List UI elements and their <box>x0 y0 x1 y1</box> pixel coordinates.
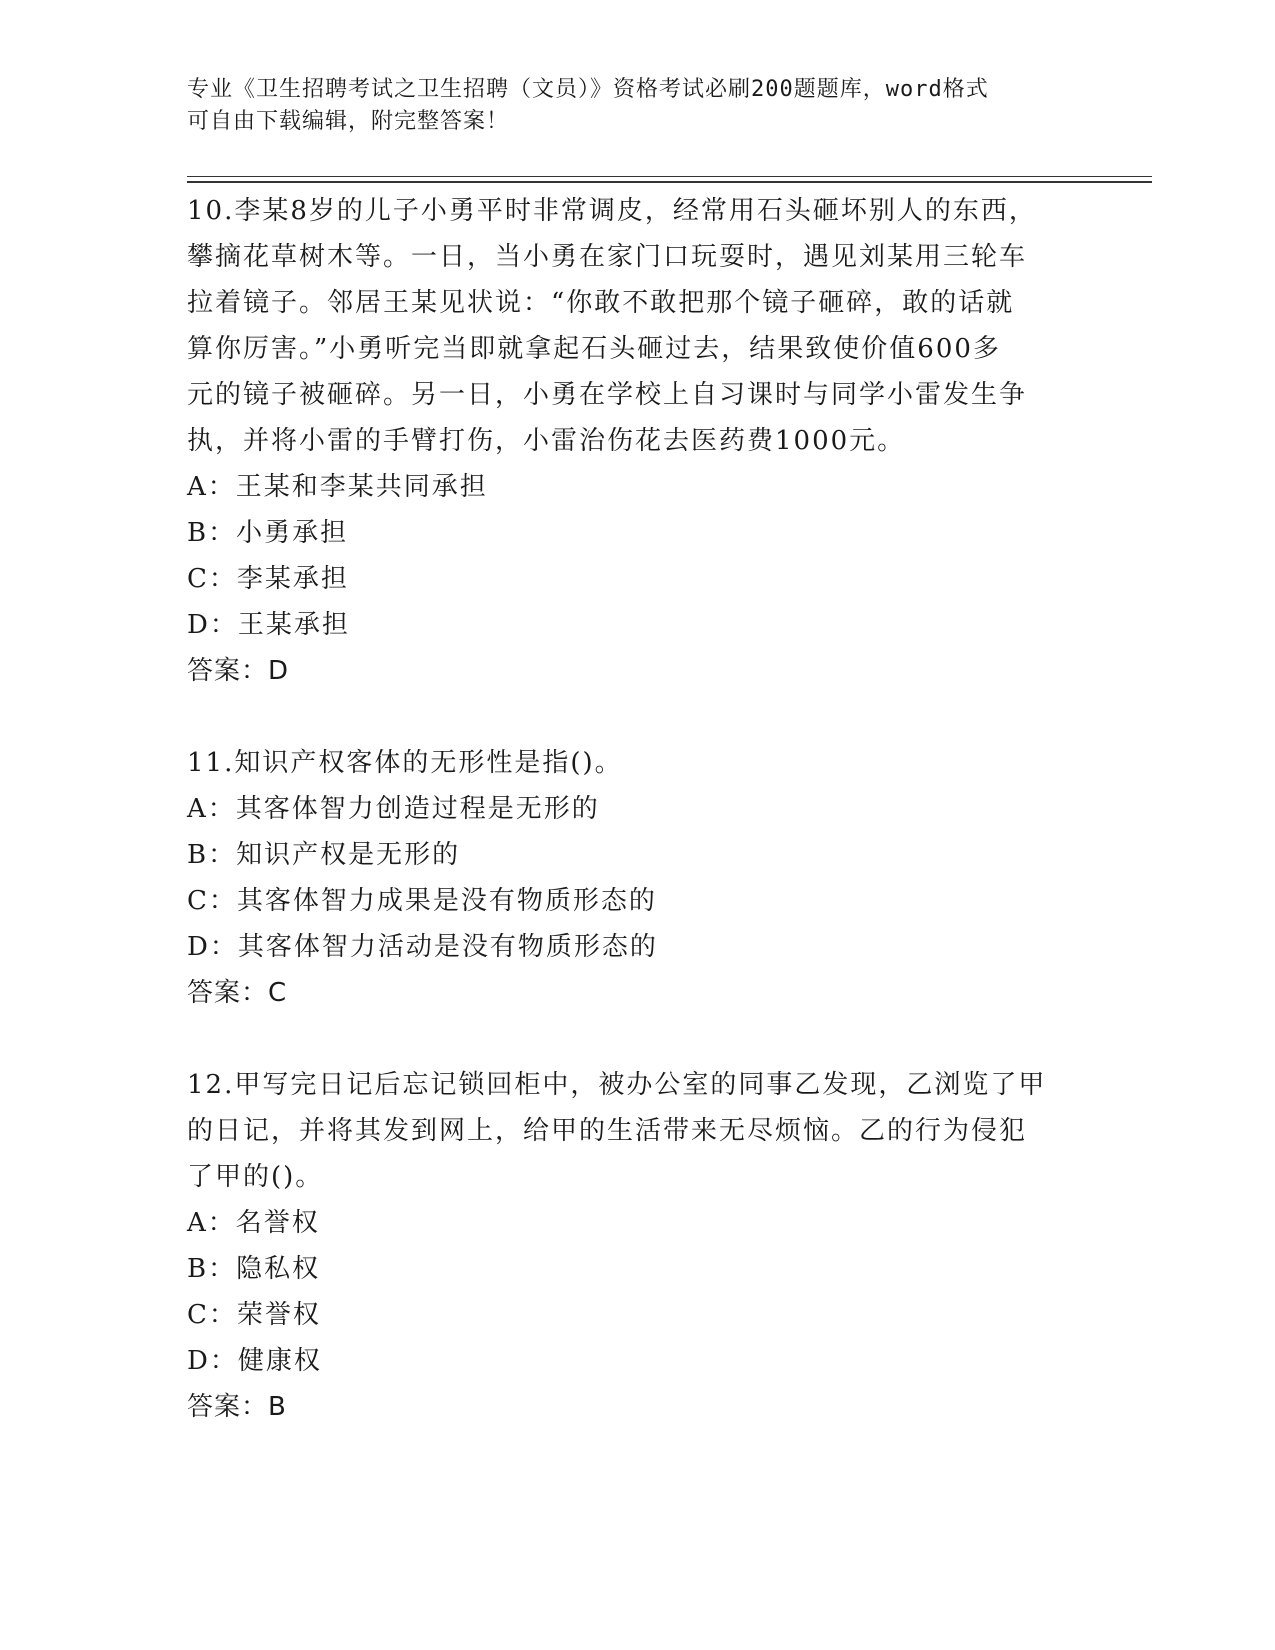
answer-line: 答案：B <box>187 1392 287 1422</box>
question-stem <box>187 1062 1087 1200</box>
header-divider-thin <box>187 176 1152 177</box>
answer-line: 答案：D <box>187 656 290 686</box>
document-header <box>187 74 1087 138</box>
question-10 <box>187 188 1087 694</box>
option-a: A：王某和李某共同承担 <box>187 472 488 502</box>
option-a: A：其客体智力创造过程是无形的 <box>187 794 600 824</box>
question-list <box>187 188 1087 1430</box>
option-b: B：隐私权 <box>187 1254 321 1284</box>
stem-line: 算你厉害。”小勇听完当即就拿起石头砸过去，结果致使价值600多 <box>187 334 1001 364</box>
option-d: D：健康权 <box>187 1346 322 1376</box>
stem-line: 拉着镜子。邻居王某见状说：“你敢不敢把那个镜子砸碎，敢的话就 <box>187 288 1015 318</box>
question-spacer <box>187 1016 1087 1062</box>
header-line-2: 可自由下载编辑，附完整答案！ <box>187 109 510 134</box>
question-12 <box>187 1062 1087 1430</box>
stem-line: 执，并将小雷的手臂打伤，小雷治伤花去医药费1000元。 <box>187 426 906 456</box>
header-divider-thick <box>187 181 1152 183</box>
question-stem <box>187 740 1087 786</box>
question-spacer <box>187 694 1087 740</box>
stem-line: 元的镜子被砸碎。另一日，小勇在学校上自习课时与同学小雷发生争 <box>187 380 1028 410</box>
option-d: D：王某承担 <box>187 610 350 640</box>
option-c: C：荣誉权 <box>187 1300 321 1330</box>
stem-line: 攀摘花草树木等。一日，当小勇在家门口玩耍时，遇见刘某用三轮车 <box>187 242 1028 272</box>
answer-line: 答案：C <box>187 978 288 1008</box>
option-c: C：其客体智力成果是没有物质形态的 <box>187 886 657 916</box>
option-a: A：名誉权 <box>187 1208 320 1238</box>
stem-line: 10.李某8岁的儿子小勇平时非常调皮，经常用石头砸坏别人的东西， <box>187 196 1037 226</box>
stem-line: 12.甲写完日记后忘记锁回柜中，被办公室的同事乙发现，乙浏览了甲 <box>187 1070 1047 1100</box>
stem-line: 了甲的()。 <box>187 1162 324 1192</box>
option-c: C：李某承担 <box>187 564 349 594</box>
option-d: D：其客体智力活动是没有物质形态的 <box>187 932 658 962</box>
stem-line: 的日记，并将其发到网上，给甲的生活带来无尽烦恼。乙的行为侵犯 <box>187 1116 1028 1146</box>
option-b: B：小勇承担 <box>187 518 349 548</box>
question-11 <box>187 740 1087 1016</box>
header-line-1: 专业《卫生招聘考试之卫生招聘（文员）》资格考试必刷200题题库，word格式 <box>187 77 989 102</box>
question-stem <box>187 188 1087 464</box>
option-b: B：知识产权是无形的 <box>187 840 461 870</box>
stem-line: 11.知识产权客体的无形性是指()。 <box>187 748 623 778</box>
